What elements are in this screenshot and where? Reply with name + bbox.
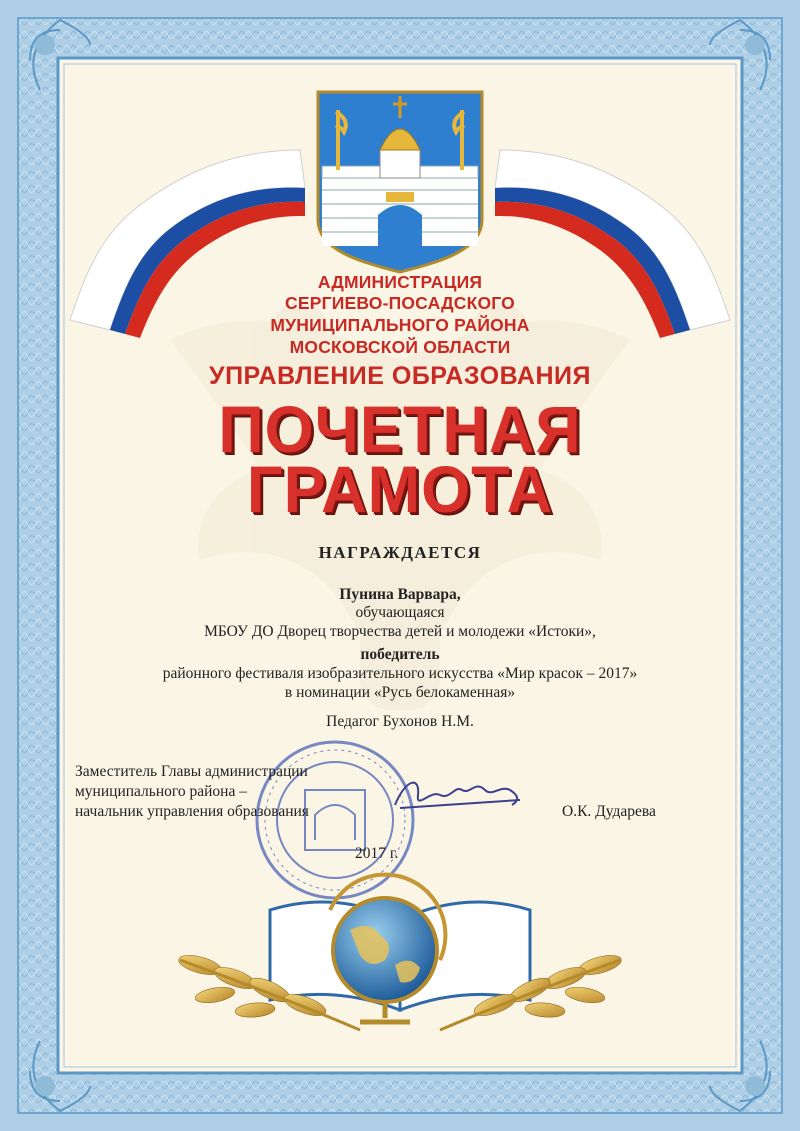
recipient-name: Пунина Варвара, (339, 586, 461, 603)
sergiev-posad-coat-of-arms-icon (318, 92, 482, 272)
signatory-position-line-2: муниципального района – (75, 783, 247, 800)
signatory-position-line-3: начальник управления образования (75, 803, 309, 820)
recipient-status: обучающаяся (355, 604, 445, 621)
header-line-2: СЕРГИЕВО-ПОСАДСКОГО (285, 293, 515, 313)
signatory-position (75, 762, 309, 822)
title-line-2: ГРАМОТА (246, 453, 554, 527)
header-line-1: АДМИНИСТРАЦИЯ (317, 272, 483, 292)
recipient-school: МБОУ ДО Дворец творчества детей и молодежи «Истоки», (204, 623, 596, 640)
nomination: в номинации «Русь белокаменная» (284, 684, 516, 701)
issue-year: 2017 г. (355, 845, 399, 862)
department-title: УПРАВЛЕНИЕ ОБРАЗОВАНИЯ (209, 362, 591, 390)
header-line-4: МОСКОВСКОЙ ОБЛАСТИ (289, 337, 511, 357)
teacher-name: Педагог Бухонов Н.М. (326, 713, 474, 730)
award-heading: НАГРАЖДАЕТСЯ (318, 543, 482, 562)
festival-name: районного фестиваля изобразительного искусства «Мир красок – 2017» (162, 665, 638, 682)
header-line-3: МУНИЦИПАЛЬНОГО РАЙОНА (270, 315, 530, 335)
signatory-position-line-1: Заместитель Главы администрации (75, 763, 308, 780)
title-line-1: ПОЧЕТНАЯ (218, 393, 582, 467)
signatory-name: О.К. Дударева (562, 803, 656, 820)
award-result: победитель (360, 646, 440, 663)
